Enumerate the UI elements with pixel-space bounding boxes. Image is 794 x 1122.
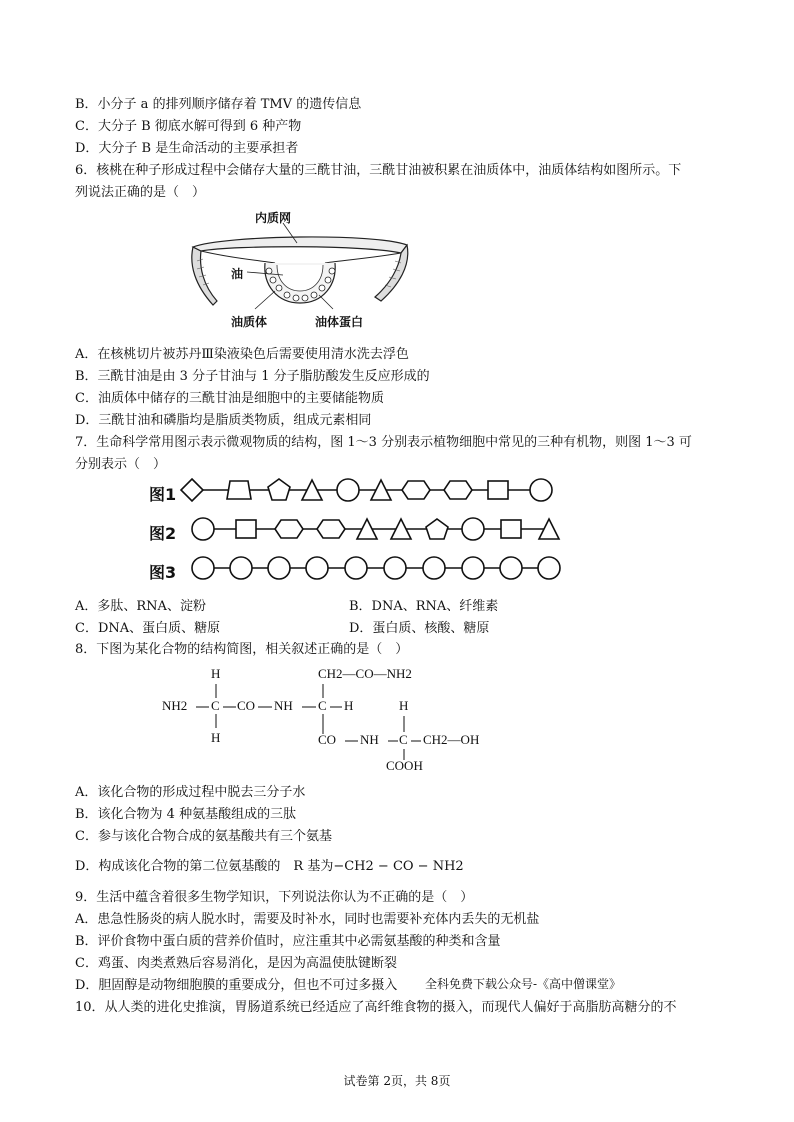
alpha-carbon-2: C [318,698,327,713]
label-oil: 油 [231,267,244,281]
q7-option-b: B．DNA、RNA、纤维素 [349,599,499,614]
alpha-carbon-3: C [399,732,408,747]
q6-stem-line1: 6．核桃在种子形成过程中会储存大量的三酰甘油，三酰甘油被积累在油质体中，油质体结构如图所示。下 [75,163,682,178]
q9-option-b: B．评价食物中蛋白质的营养价值时，应注重其中必需氨基酸的种类和含量 [75,934,501,949]
q9-option-a: A．患急性肠炎的病人脱水时，需要及时补水，同时也需要补充体内丢失的无机盐 [75,912,540,927]
oleosome-figure [185,205,415,335]
fig3-label: 图3 [149,563,177,582]
q5-option-d: D．大分子 B 是生命活动的主要承担者 [75,141,299,156]
q6-option-d: D．三酰甘油和磷脂均是脂质类物质，组成元素相同 [75,413,372,428]
label-er: 内质网 [255,211,292,225]
amino-group: NH2 [162,698,188,713]
imino-2: NH [360,732,379,747]
q9-option-d: D．胆固醇是动物细胞膜的重要成分，但也不可过多摄入 [75,978,398,993]
carboxyl-group: COOH [386,758,423,773]
fig1-label: 图1 [149,485,177,504]
q10-stem-line1: 10．从人类的进化史推演，胃肠道系统已经适应了高纤维食物的摄入，而现代人偏好于高脂肪高糖分的不 [75,1000,677,1015]
q9-option-c: C．鸡蛋、肉类煮熟后容易消化，是因为高温使肽键断裂 [75,956,397,971]
q7-option-c: C．DNA、蛋白质、糖原 [75,621,221,636]
alpha-carbon-1: C [211,698,220,713]
oleosome-diagram [185,205,415,335]
r-group-3: CH2—OH [423,732,480,747]
r-group-2: CH2—CO—NH2 [318,666,412,681]
h-top: H [211,666,221,681]
q8-option-a: A．该化合物的形成过程中脱去三分子水 [75,785,306,800]
h-bottom: H [211,730,221,745]
fig2-label: 图2 [149,524,177,543]
h-c2: H [344,698,354,713]
watermark-text: 全科免费下载公众号-《高中僧课堂》 [425,977,622,991]
q7-option-d: D．蛋白质、核酸、糖原 [349,621,490,636]
carbonyl-1: CO [237,698,256,713]
q8-option-d: D．构成该化合物的第二位氨基酸的 R 基为−CH2 − CO − NH2 [75,859,464,874]
monomer-chains [145,475,565,590]
carbonyl-2: CO [318,732,337,747]
q7-stem-line2: 分别表示（ ） [75,457,167,472]
q9-stem: 9．生活中蕴含着很多生物学知识，下列说法你认为不正确的是（ ） [75,890,474,905]
page-footer: 试卷第 2页，共 8页 [343,1074,451,1088]
q8-option-b: B．该化合物为 4 种氨基酸组成的三肽 [75,807,297,822]
q8-stem: 8．下图为某化合物的结构简图，相关叙述正确的是（ ） [75,642,409,657]
label-oleosome: 油质体 [231,315,268,329]
q6-option-a: A．在核桃切片被苏丹Ⅲ染液染色后需要使用清水洗去浮色 [75,347,409,362]
q7-stem-line1: 7．生命科学常用图示表示微观物质的结构，图 1～3 分别表示植物细胞中常见的三种有机物，则图 1～3 可 [75,435,692,450]
imino-1: NH [274,698,293,713]
q8-option-c: C．参与该化合物合成的氨基酸共有三个氨基 [75,829,332,844]
label-oleosin: 油体蛋白 [315,315,364,329]
q7-option-a: A．多肽、RNA、淀粉 [75,599,206,614]
q5-option-b: B．小分子 a 的排列顺序储存着 TMV 的遗传信息 [75,97,362,112]
monomer-chain-figure [145,475,565,590]
q6-stem-line2: 列说法正确的是（ ） [75,185,206,200]
h-c3: H [399,698,409,713]
peptide-structure [160,664,510,776]
q6-option-b: B．三酰甘油是由 3 分子甘油与 1 分子脂肪酸发生反应形成的 [75,369,430,384]
q6-option-c: C．油质体中储存的三酰甘油是细胞中的主要储能物质 [75,391,384,406]
q5-option-c: C．大分子 B 彻底水解可得到 6 种产物 [75,119,302,134]
